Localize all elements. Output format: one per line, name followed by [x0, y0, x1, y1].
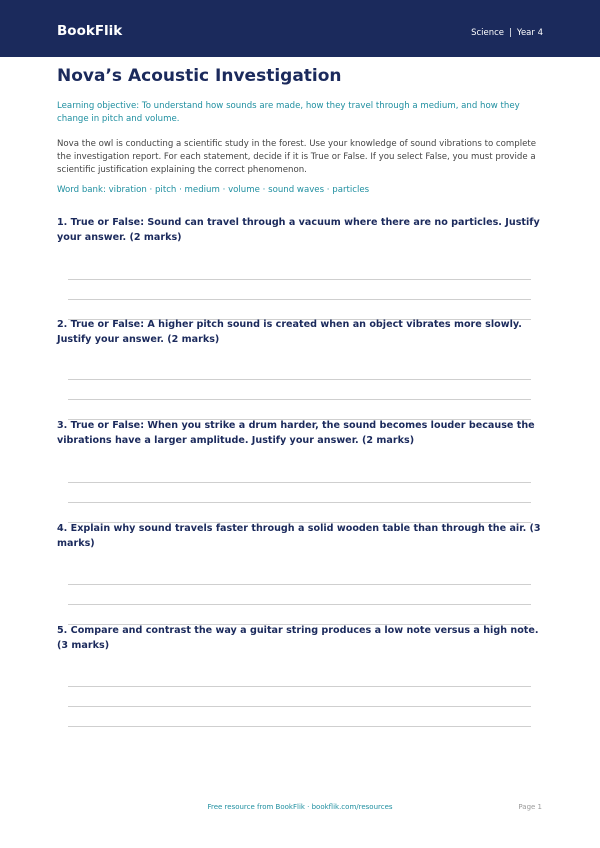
question-4 [57, 522, 547, 551]
answer-line[interactable] [68, 584, 531, 585]
page-number: Page 1 [518, 803, 542, 811]
answer-line[interactable] [68, 482, 531, 483]
footer-source[interactable]: Free resource from BookFlik · bookflik.com/resources [207, 803, 393, 811]
question-3 [57, 419, 547, 448]
year-label: Year 4 [516, 28, 543, 38]
page-header [0, 0, 600, 57]
answer-line[interactable] [68, 279, 531, 280]
learning-objective: Learning objective: To understand how sounds are made, how they travel through a medium, and how they change in pitch and volume. [57, 101, 520, 124]
question-1 [57, 216, 547, 245]
page-title: Nova’s Acoustic Investigation [57, 66, 342, 86]
question-text: 3. True or False: When you strike a drum harder, the sound becomes louder because the vibrations have a larger amplitude. Justify your answer. (2 marks) [57, 420, 535, 446]
answer-line[interactable] [68, 399, 531, 400]
brand-logo: BookFlik [57, 23, 123, 39]
answer-line[interactable] [68, 706, 531, 707]
answer-line[interactable] [68, 299, 531, 300]
word-bank: Word bank: vibration · pitch · medium · volume · sound waves · particles [57, 185, 370, 195]
question-text: 1. True or False: Sound can travel through a vacuum where there are no particles. Justify your answer. (2 marks) [57, 217, 540, 243]
answer-line[interactable] [68, 686, 531, 687]
question-text: 4. Explain why sound travels faster through a solid wooden table than through the air. (3 marks) [57, 523, 541, 549]
question-2 [57, 318, 547, 347]
crumb-separator: | [509, 28, 512, 38]
question-text: 5. Compare and contrast the way a guitar string produces a low note versus a high note. (3 marks) [57, 625, 539, 651]
subject-label: Science [471, 28, 505, 38]
answer-line[interactable] [68, 502, 531, 503]
question-text: 2. True or False: A higher pitch sound is created when an object vibrates more slowly. Justify your answer. (2 marks) [57, 319, 522, 345]
answer-line[interactable] [68, 604, 531, 605]
intro-paragraph: Nova the owl is conducting a scientific study in the forest. Use your knowledge of sound vibrations to complete the investigation report. For each statement, decide if it is True or False. If you select False, you must provide a scientific justification explaining the correct phenomenon. [57, 139, 537, 175]
answer-line[interactable] [68, 726, 531, 727]
answer-line[interactable] [68, 379, 531, 380]
subject-year-label [471, 28, 543, 38]
question-5 [57, 624, 547, 653]
